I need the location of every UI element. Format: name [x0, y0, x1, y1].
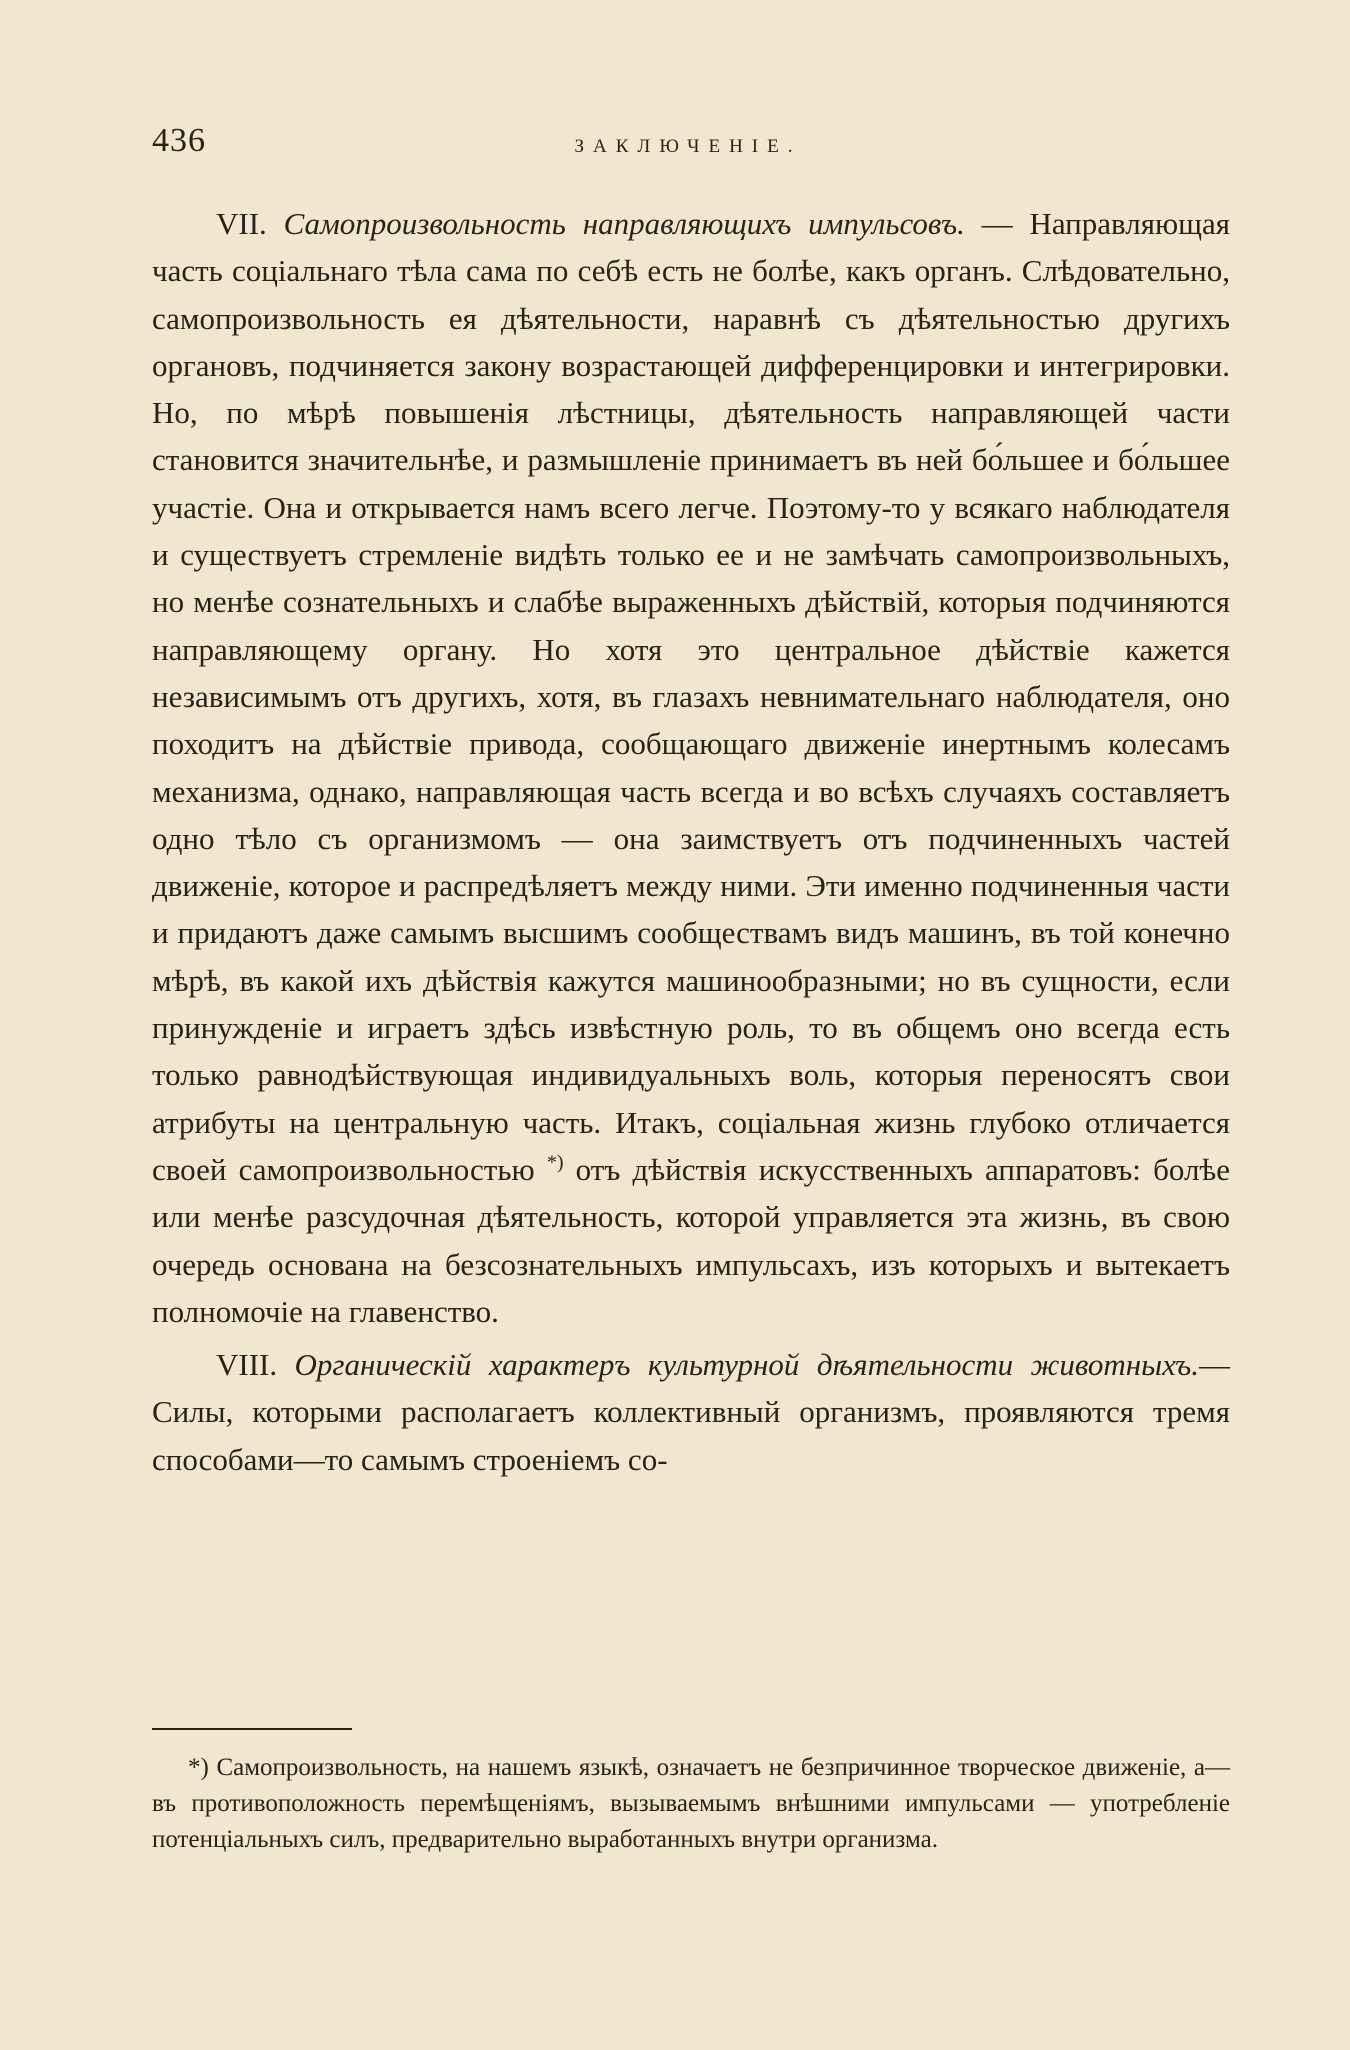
section-8-number: VIII. [216, 1347, 278, 1383]
footnote-reference: *) [546, 1151, 564, 1174]
section-7-number: VII. [216, 206, 267, 241]
footnote-marker: *) [188, 1754, 209, 1781]
section-8-title: Органическій характеръ культурной дѣятельности животныхъ. [294, 1347, 1199, 1383]
page-header [148, 122, 1228, 172]
section-7-paragraph [152, 200, 1230, 1335]
footnote-text: Самопроизвольность, на нашемъ языкѣ, означаетъ не безпричинное творческое движеніе, а—въ противоположность перемѣщеніямъ, вызываемымъ внѣшними импульсами — употребленіе потенціальныхъ силъ, предварительно выработанныхъ внутри организма. [152, 1754, 1231, 1853]
section-8-paragraph [152, 1341, 1230, 1483]
section-7-text: — Направляющая часть соціальнаго тѣла сама по себѣ есть не болѣе, какъ органъ. Слѣдовательно, самопроизвольность ея дѣятельности, наравнѣ съ дѣятельностью другихъ органовъ, подчиняется закону возрастающей дифференцировки и интегрировки. Но, по мѣрѣ повышенія лѣстницы, дѣятельность направляющей части становится значительнѣе, и размышленіе принимаетъ въ ней бо́льшее и бо́льшее участіе. Она и открывается намъ всего легче. Поэтому-то у всякаго наблюдателя и существуетъ стремленіе видѣть только ее и не замѣчать самопроизвольныхъ, но менѣе сознательныхъ и слабѣе выраженныхъ дѣйствій, которыя подчиняются направляющему органу. Но хотя это центральное дѣйствіе кажется независимымъ отъ другихъ, хотя, въ глазахъ невнимательнаго наблюдателя, оно походитъ на дѣйствіе привода, сообщающаго движеніе инертнымъ колесамъ механизма, однако, направляющая часть всегда и во всѣхъ случаяхъ составляетъ одно тѣло съ организмомъ — она заимствуетъ отъ подчиненныхъ частей движеніе, которое и распредѣляетъ между ними. Эти именно подчиненныя части и придаютъ даже самымъ высшимъ сообществамъ видъ машинъ, въ той конечно мѣрѣ, въ какой ихъ дѣйствія кажутся машинообразными; но въ сущности, если принужденіе и играетъ здѣсь извѣстную роль, то въ общемъ оно всегда есть только равнодѣйствующая индивидуальныхъ воль, которыя переносятъ свои атрибуты на центральную часть. Итакъ, соціальная жизнь глубоко отличается своей самопроизвольностью [152, 206, 1231, 1187]
main-text [152, 200, 1230, 1483]
footnote [152, 1750, 1230, 1858]
section-7-text-continued: отъ дѣйствія искусственныхъ аппаратовъ: болѣе или менѣе разсудочная дѣятельность, которой управляется эта жизнь, въ свою очередь основана на безсознательныхъ импульсахъ, изъ которыхъ и вытекаетъ полномочіе на главенство. [152, 1151, 1231, 1329]
page-number: 436 [152, 122, 206, 159]
running-head: ЗАКЛЮЧЕНІЕ. [574, 136, 802, 157]
section-8-text: —Силы, которыми располагаетъ коллективный организмъ, проявляются тремя способами—то самымъ строеніемъ со- [152, 1347, 1230, 1477]
section-7-title: Самопроизвольность направляющихъ импульсовъ. [283, 206, 965, 241]
footnote-divider [152, 1728, 352, 1730]
